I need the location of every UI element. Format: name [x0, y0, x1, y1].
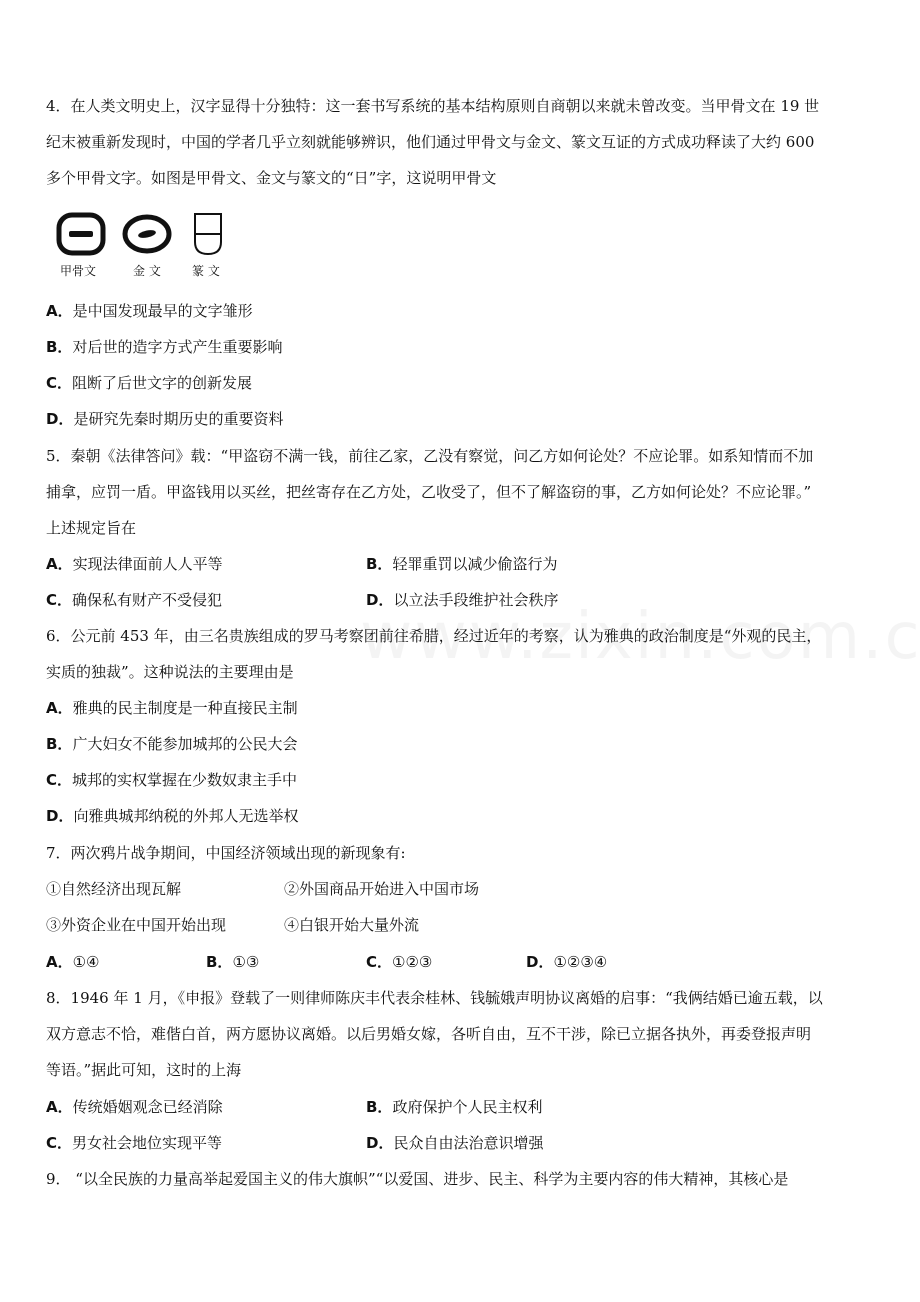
seal-ri-glyph	[190, 210, 226, 258]
q7-option-b[interactable]: B．①③	[206, 953, 260, 971]
q4-option-c[interactable]: C．阻断了后世文字的创新发展	[46, 374, 253, 392]
q6-stem-line2: 实质的独裁”。这种说法的主要理由是	[46, 663, 294, 681]
q8-option-b[interactable]: B．政府保护个人民主权利	[366, 1098, 543, 1116]
q8-stem-line1: 8．1946 年 1 月，《申报》登载了一则律师陈庆丰代表余桂林、钱毓娥声明协议离婚的启事：“我俩结婚已逾五载，以	[46, 989, 823, 1007]
q5-option-b[interactable]: B．轻罪重罚以减少偷盗行为	[366, 555, 558, 573]
q7-option-d[interactable]: D．①②③④	[526, 953, 608, 971]
q4-option-a[interactable]: A．是中国发现最早的文字雏形	[46, 302, 253, 320]
q5-stem-line3: 上述规定旨在	[46, 519, 137, 537]
q7-item-1: ①自然经济出现瓦解	[46, 880, 182, 898]
bronze-ri-glyph	[122, 214, 172, 254]
q9-stem-line1: 9． “以全民族的力量高举起爱国主义的伟大旗帜”“以爱国、进步、民主、科学为主要内容的伟大精神，其核心是	[46, 1170, 789, 1188]
q5-option-c[interactable]: C．确保私有财产不受侵犯	[46, 591, 223, 609]
q5-option-a[interactable]: A．实现法律面前人人平等	[46, 555, 223, 573]
q8-option-c[interactable]: C．男女社会地位实现平等	[46, 1134, 223, 1152]
q4-stem-line1: 4．在人类文明史上，汉字显得十分独特：这一套书写系统的基本结构原则自商朝以来就未曾改变。当甲骨文在 19 世	[46, 97, 820, 115]
q8-stem-line3: 等语。”据此可知，这时的上海	[46, 1061, 242, 1079]
q4-stem-line2: 纪末被重新发现时，中国的学者几乎立刻就能够辨识，他们通过甲骨文与金文、篆文互证的方式成功释读了大约 600	[46, 133, 815, 151]
q7-item-3: ③外资企业在中国开始出现	[46, 916, 227, 934]
figure-label-oracle-bone: 甲骨文	[60, 264, 97, 278]
figure-label-bronze: 金 文	[133, 264, 161, 278]
q5-stem-line1: 5．秦朝《法律答问》载：“甲盗窃不满一钱，前往乙家，乙没有察觉，问乙方如何论处？不应论罪。如系知情而不加	[46, 447, 814, 465]
q6-option-d[interactable]: D．向雅典城邦纳税的外邦人无选举权	[46, 807, 299, 825]
q6-option-a[interactable]: A．雅典的民主制度是一种直接民主制	[46, 699, 298, 717]
q5-option-d[interactable]: D．以立法手段维护社会秩序	[366, 591, 559, 609]
q5-stem-line2: 捕拿，应罚一盾。甲盗钱用以买丝，把丝寄存在乙方处，乙收受了，但不了解盗窃的事，乙方如何论处？不应论罪。”	[46, 483, 812, 501]
q4-stem-line3: 多个甲骨文字。如图是甲骨文、金文与篆文的“日”字，这说明甲骨文	[46, 169, 497, 187]
q6-stem-line1: 6．公元前 453 年，由三名贵族组成的罗马考察团前往希腊，经过近年的考察，认为雅典的政治制度是“外观的民主，	[46, 627, 822, 645]
q7-item-4: ④白银开始大量外流	[284, 916, 420, 934]
q7-item-2: ②外国商品开始进入中国市场	[284, 880, 480, 898]
q4-option-d[interactable]: D．是研究先秦时期历史的重要资料	[46, 410, 284, 428]
q8-option-d[interactable]: D．民众自由法治意识增强	[366, 1134, 544, 1152]
q7-stem-line1: 7．两次鸦片战争期间，中国经济领域出现的新现象有:	[46, 844, 406, 862]
q6-option-c[interactable]: C．城邦的实权掌握在少数奴隶主手中	[46, 771, 298, 789]
q8-option-a[interactable]: A．传统婚姻观念已经消除	[46, 1098, 223, 1116]
q4-option-b[interactable]: B．对后世的造字方式产生重要影响	[46, 338, 283, 356]
q6-option-b[interactable]: B．广大妇女不能参加城邦的公民大会	[46, 735, 298, 753]
oracle-bone-ri-glyph	[56, 212, 106, 256]
q8-stem-line2: 双方意志不恰，难偕白首，两方愿协议离婚。以后男婚女嫁，各听自由，互不干涉，除已立据各执外，再委登报声明	[46, 1025, 812, 1043]
q7-option-a[interactable]: A．①④	[46, 953, 100, 971]
q7-option-c[interactable]: C．①②③	[366, 953, 433, 971]
figure-label-seal: 篆 文	[192, 264, 220, 278]
